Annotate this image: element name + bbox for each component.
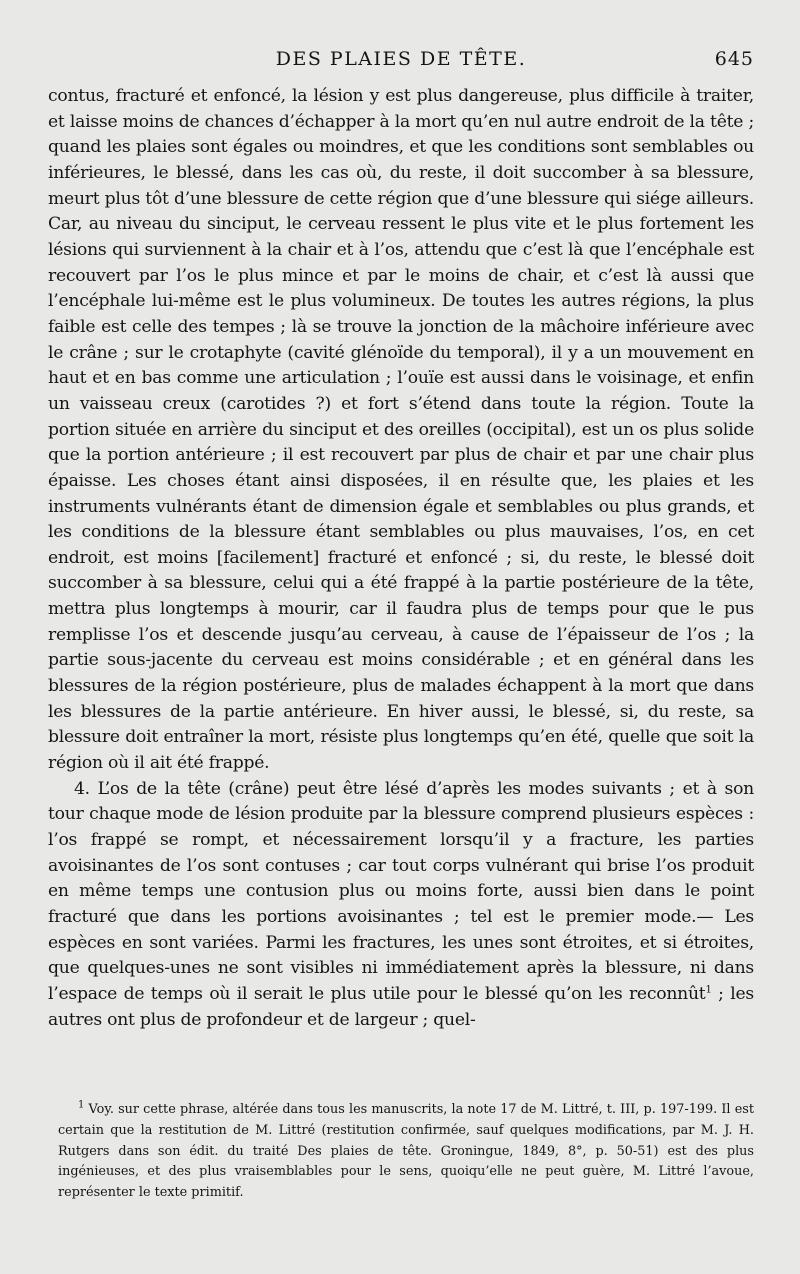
- page-header: [48, 48, 754, 74]
- footnote-reference[interactable]: 1: [705, 984, 712, 996]
- footnote-mark: 1: [78, 1099, 85, 1111]
- footnote-text: Voy. sur cette phrase, altérée dans tous les manuscrits, la note 17 de M. Littré, t. III, p. 197-199. Il est certain que la restitution de M. Littré (restitution confirmée, sauf quelques modifications, par M. J. H. Rutgers dans son édit. du traité Des plaies de tête. Groningue, 1849, 8°, p. 50-51) est des plus ingénieuses, et des plus vraisemblables pour le sens, quoiqu’elle ne peut guère, M. Littré l’avoue, représenter le texte primitif.: [58, 1102, 754, 1201]
- running-title: DES PLAIES DE TÊTE.: [275, 48, 527, 70]
- paragraph-4-end: ; les autres ont plus de profondeur et de largeur ; quel-: [48, 983, 754, 1030]
- paragraph-4-text: L’os de la tête (crâne) peut être lésé d’après les modes suivants ; et à son tour chaque mode de lésion produite par la blessure comprend plusieurs espèces : l’os frappé se rompt, et nécessairement lorsqu’il y a fracture, les parties avoisinantes de l’os sont contuses ; car tout corps vulnérant qui brise l’os produit en même temps une contusion plus ou moins forte, aussi bien dans le point fracturé que dans les portions avoisinantes ; tel est le premier mode.— Les espèces en sont variées. Parmi les fractures, les unes sont étroites, et si étroites, que quelques-unes ne sont visibles ni immédiatement après la blessure, ni dans l’espace de temps où il serait le plus utile pour le blessé qu’on les reconnût: [48, 778, 755, 1004]
- paragraph-continued: contus, fracturé et enfoncé, la lésion y est plus dangereuse, plus difficile à traiter, et laisse moins de chances d’échapper à la mort qu’en nul autre endroit de la tête ; quand les plaies sont égales ou moindres, et que les conditions sont semblables ou inférieures, le blessé, dans les cas où, du reste, il doit succomber à sa blessure, meurt plus tôt d’une blessure de cette région que d’une blessure qui siége ailleurs. Car, au niveau du sinciput, le cerveau ressent le plus vite et le plus fortement les lésions qui surviennent à la chair et à l’os, attendu que c’est là que l’encéphale est recouvert par l’os le plus mince et par le moins de chair, et c’est là aussi que l’encéphale lui-même est le plus volumineux. De toutes les autres régions, la plus faible est celle des tempes ; là se trouve la jonction de la mâchoire inférieure avec le crâne ; sur le crotaphyte (cavité glénoïde du temporal), il y a un mouvement en haut et en bas comme une articulation ; l’ouïe est aussi dans le voisinage, et enfin un vaisseau creux (carotides ?) et fort s’étend dans toute la région. Toute la portion située en arrière du sinciput et des oreilles (occipital), est un os plus solide que la portion antérieure ; il est recouvert par plus de chair et par une chair plus épaisse. Les choses étant ainsi disposées, il en résulte que, les plaies et les instruments vulnérants étant de dimension égale et semblables ou plus grands, et les conditions de la blessure étant semblables ou plus mauvaises, l’os, en cet endroit, est moins [facilement] fracturé et enfoncé ; si, du reste, le blessé doit succomber à sa blessure, celui qui a été frappé à la partie postérieure de la tête, mettra plus longtemps à mourir, car il faudra plus de temps pour que le pus remplisse l’os et descende jusqu’au cerveau, à cause de l’épaisseur de l’os ; la partie sous-jacente du cerveau est moins considérable ; et en général dans les blessures de la région postérieure, plus de malades échappent à la mort que dans les blessures de la partie antérieure. En hiver aussi, le blessé, si, du reste, sa blessure doit entraîner la mort, résiste plus longtemps qu’en été, quelle que soit la région où il ait été frappé.: [48, 86, 754, 774]
- footnote: [58, 1100, 754, 1204]
- page-number: 645: [714, 48, 754, 70]
- paragraph-number: 4.: [74, 778, 90, 799]
- footnote-paragraph: [58, 1100, 754, 1204]
- paragraph-4: [48, 777, 754, 1034]
- main-text: [48, 84, 754, 1033]
